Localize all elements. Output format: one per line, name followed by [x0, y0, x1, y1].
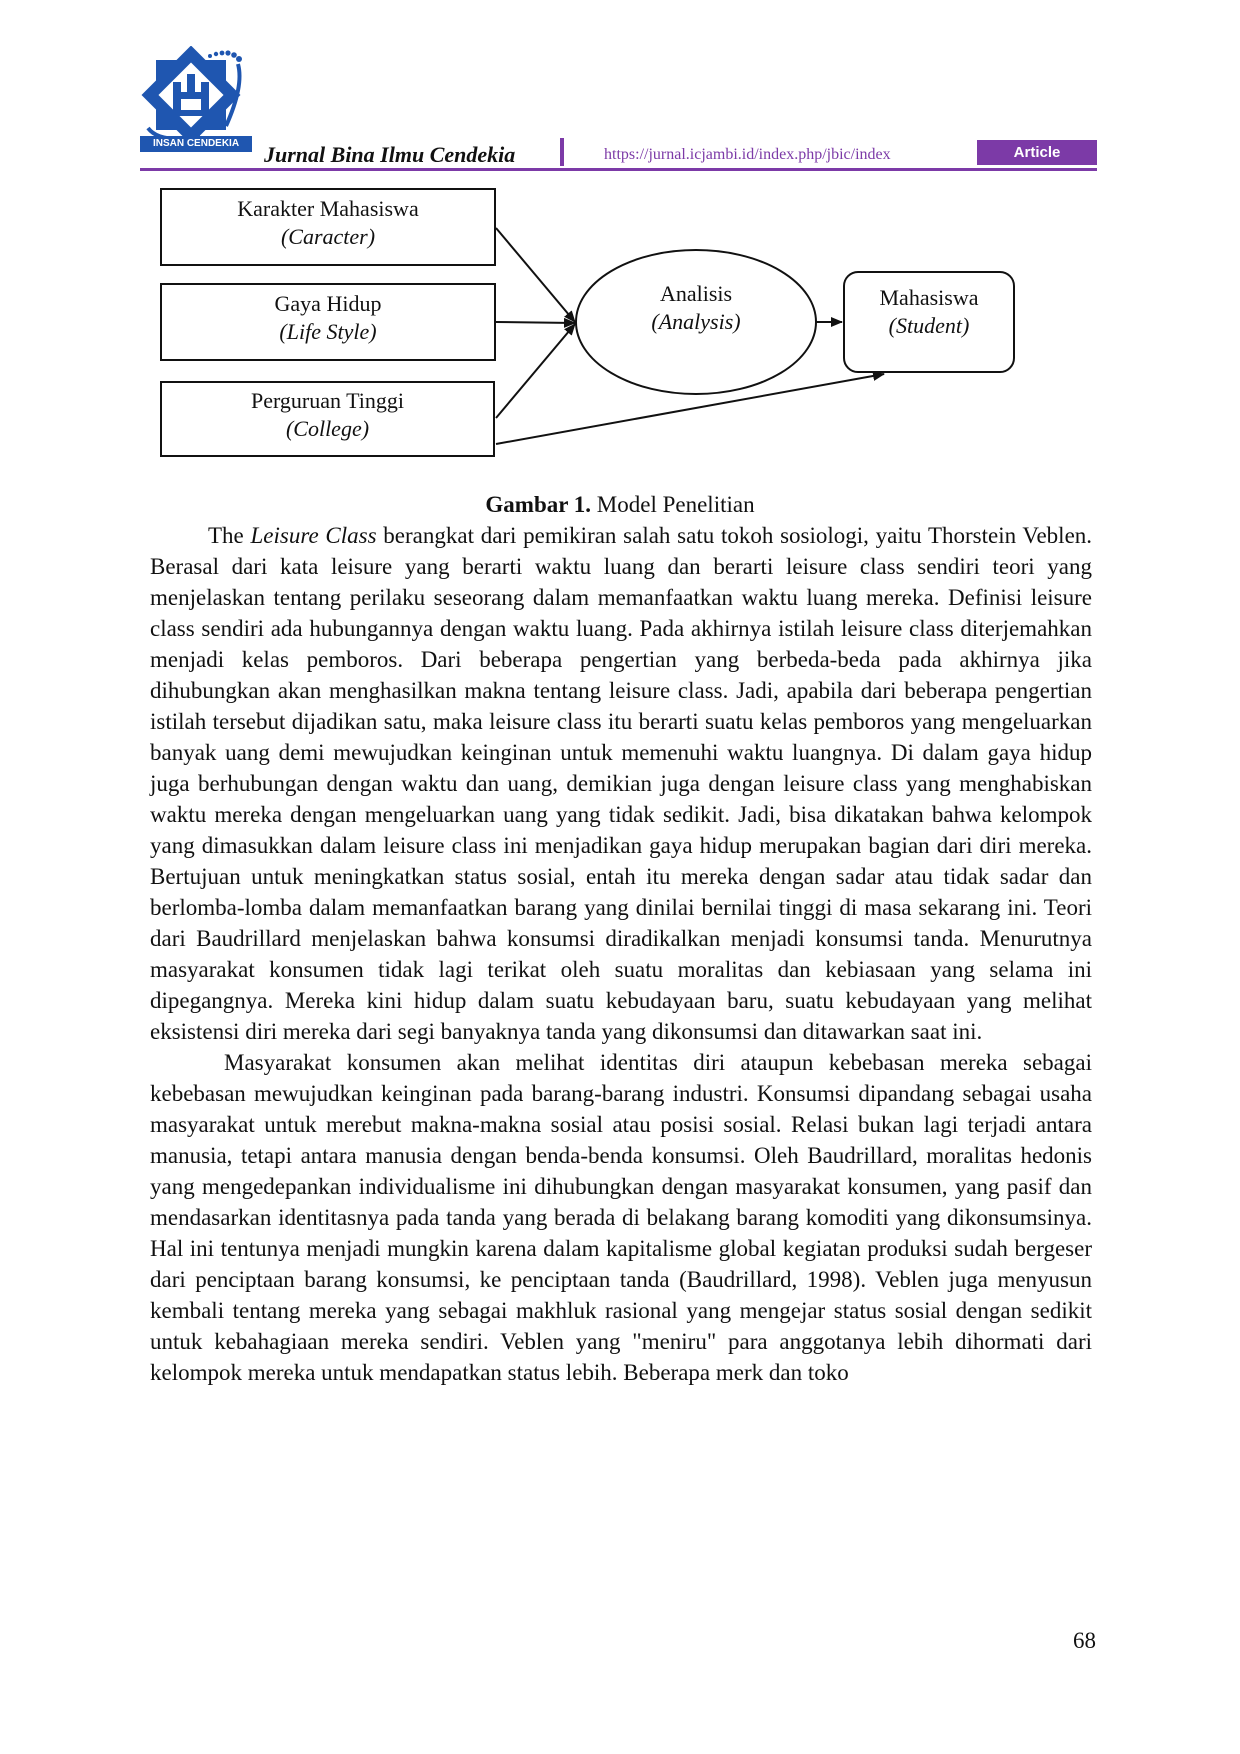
- figure-caption: [0, 490, 1240, 520]
- page-number: 68: [1073, 1628, 1096, 1653]
- paragraph-text: berangkat dari pemikiran salah satu tokoh sosiologi, yaitu Thorstein Veblen. Berasal dari kata leisure yang berarti waktu luang dan berarti leisure class sendiri teori yang menjelaskan tentang perilaku seseorang dalam memanfaatkan waktu luang mereka. Definisi leisure class sendiri ada hubungannya dengan waktu luang. Pada akhirnya istilah leisure class diterjemahkan menjadi kelas pemboros. Dari beberapa pengertian yang berbeda-beda pada akhirnya jika dihubungkan akan menghasilkan makna tentang leisure class. Jadi, apabila dari beberapa pengertian istilah tersebut dijadikan satu, maka leisure class itu berarti suatu kelas pemboros yang mengeluarkan banyak uang demi mewujudkan keinginan untuk memenuhi waktu luangnya. Di dalam gaya hidup juga berhubungan dengan waktu dan uang, demikian juga dengan leisure class yang menghabiskan waktu mereka dengan mengeluarkan uang yang tidak sedikit. Jadi, bisa dikatakan bahwa kelompok yang dimasukkan dalam leisure class ini menjadikan gaya hidup merupakan bagian dari diri mereka. Bertujuan untuk meningkatkan status sosial, entah itu mereka dengan sadar atau tidak sadar dan berlomba-lomba dalam memanfaatkan barang yang dinilai bernilai tinggi di masa sekarang ini. Teori dari Baudrillard menjelaskan bahwa konsumsi diradikalkan menjadi konsumsi tanda. Menurutnya masyarakat konsumen tidak lagi terikat oleh suatu moralitas dan kebiasaan yang selama ini dipegangnya. Mereka kini hidup dalam suatu kebudayaan baru, suatu kebudayaan yang melihat eksistensi diri mereka dari segi banyaknya tanda yang dikonsumsi dan ditawarkan saat ini.: [150, 523, 1093, 1044]
- article-badge: Article: [977, 140, 1097, 165]
- node-label: Gaya Hidup: [274, 291, 382, 316]
- node-sublabel: (Life Style): [279, 319, 377, 344]
- paragraph: [150, 520, 1092, 1047]
- italic-term: Leisure Class: [250, 523, 377, 548]
- paragraph-lead: The: [208, 523, 244, 548]
- node-label: Analisis: [659, 281, 733, 306]
- node-sublabel: (College): [285, 416, 370, 441]
- node-analisis: [596, 280, 796, 336]
- arrow-perguruan-to-analisis: [496, 324, 575, 418]
- journal-url-link[interactable]: https://jurnal.icjambi.id/index.php/jbic/index: [604, 146, 891, 163]
- caption-label: Gambar 1.: [485, 492, 592, 517]
- journal-title: Jurnal Bina Ilmu Cendekia: [264, 142, 516, 167]
- arrow-gaya-to-analisis: [496, 322, 575, 323]
- node-perguruan-tinggi: [161, 387, 494, 443]
- node-sublabel: (Student): [888, 313, 970, 338]
- node-label: Karakter Mahasiswa: [237, 196, 419, 221]
- research-model-figure: [0, 0, 1240, 480]
- arrow-karakter-to-analisis: [496, 228, 575, 322]
- node-sublabel: (Caracter): [280, 224, 376, 249]
- paragraph: Masyarakat konsumen akan melihat identitas diri ataupun kebebasan mereka sebagai kebebasan mewujudkan keinginan pada barang-barang industri. Konsumsi dipandang sebagai usaha masyarakat untuk merebut makna-makna sosial atau posisi sosial. Relasi bukan lagi terjadi antara manusia, tetapi antara manusia dengan benda-benda konsumsi. Oleh Baudrillard, moralitas hedonis yang mengedepankan individualisme ini dihubungkan dengan masyarakat konsumen, yang pasif dan mendasarkan identitasnya pada tanda yang berada di belakang barang komoditi yang dikonsumsinya. Hal ini tentunya menjadi mungkin karena dalam kapitalisme global kegiatan produksi sudah bergeser dari penciptaan barang konsumsi, ke penciptaan tanda (Baudrillard, 1998). Veblen juga menyusun kembali tentang mereka yang sebagai makhluk rasional yang mengejar status sosial dengan sedikit untuk kebahagiaan mereka sendiri. Veblen yang "meniru" para anggotanya lebih dihormati dari kelompok mereka untuk mendapatkan status lebih. Beberapa merk dan toko: [150, 1050, 1092, 1385]
- node-mahasiswa: [844, 284, 1014, 340]
- caption-text: Model Penelitian: [596, 492, 755, 517]
- node-label: Mahasiswa: [879, 285, 979, 310]
- node-label: Perguruan Tinggi: [250, 388, 404, 413]
- node-gaya-hidup: [161, 290, 495, 346]
- node-sublabel: (Analysis): [651, 309, 741, 334]
- article-body: [150, 520, 1092, 1388]
- logo-text: INSAN CENDEKIA: [152, 138, 240, 149]
- node-karakter-mahasiswa: [161, 195, 495, 251]
